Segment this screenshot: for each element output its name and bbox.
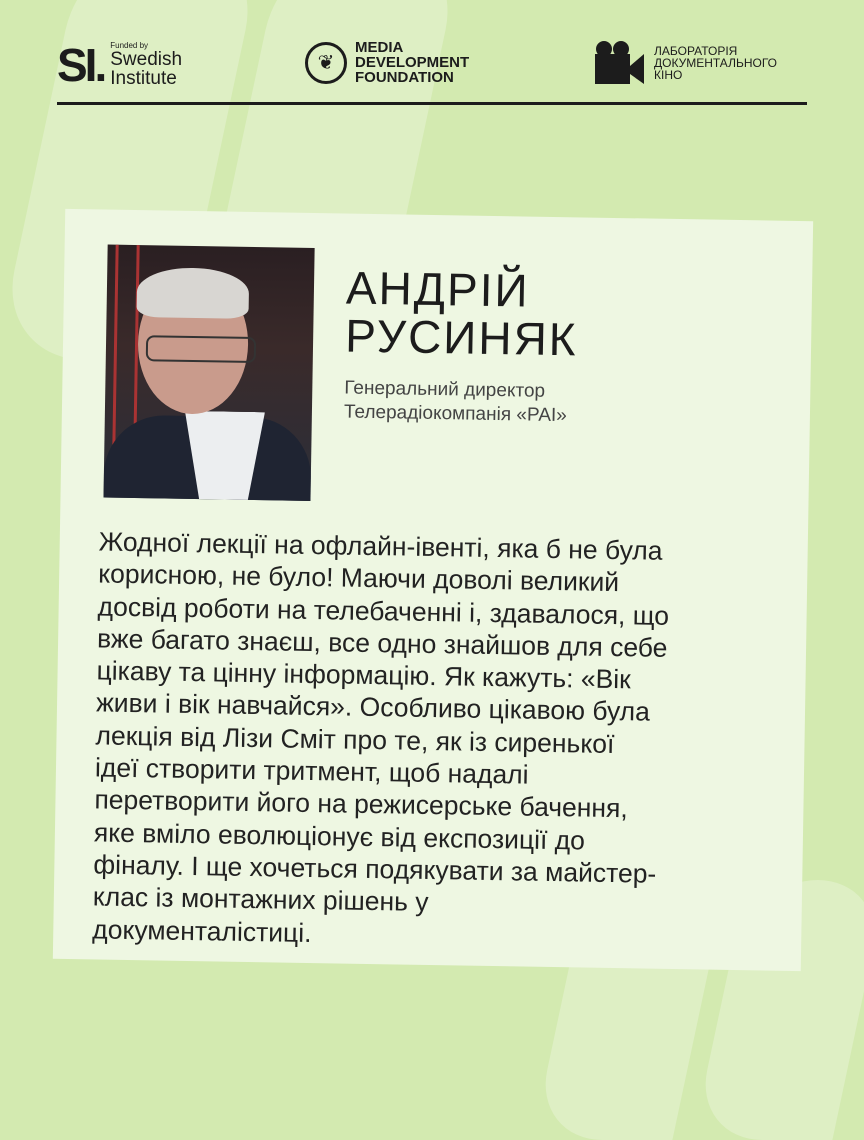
film-camera-icon — [594, 40, 646, 86]
quote-line: досвід роботи на телебаченні і, здавалося, що — [97, 591, 670, 631]
lab-line1: ЛАБОРАТОРІЯ — [654, 44, 738, 58]
tree-icon: ❦ — [305, 42, 347, 84]
media-development-foundation-logo — [305, 40, 469, 85]
funded-by-label: Funded by — [110, 41, 149, 50]
documentary-lab-logo — [594, 40, 777, 86]
person-role — [344, 377, 568, 429]
si-line2: Institute — [110, 68, 177, 89]
quote-line: цікаву та цінну інформацію. Як кажуть: «Вік — [96, 655, 632, 695]
si-mark: SI. — [57, 39, 105, 91]
quote-line: корисною, не було! Маючи доволі великий — [97, 558, 620, 598]
quote-line: документалістиці. — [92, 913, 312, 948]
quote-line: лекція від Лізи Сміт про те, як із сиренької — [95, 720, 615, 759]
lab-line2: ДОКУМЕНТАЛЬНОГО — [654, 56, 777, 70]
swedish-institute-logo — [57, 39, 183, 91]
quote-line: перетворити його на режисерське бачення, — [94, 784, 629, 824]
role-line1: Генеральний директор — [344, 377, 546, 402]
testimonial-card — [53, 209, 813, 971]
quote-line: яке вміло еволюціонує від експозиції до — [93, 817, 586, 856]
quote-line: вже багато знаєш, все одно знайшов для себе — [96, 623, 668, 663]
person-name — [344, 261, 579, 366]
lab-line3: КІНО — [654, 68, 683, 82]
quote-line: Жодної лекції на офлайн-івенті, яка б не була — [98, 526, 663, 566]
quote-line: клас із монтажних рішень у — [92, 881, 429, 918]
si-line1: Swedish — [110, 49, 183, 70]
portrait-photo — [103, 245, 314, 501]
quote-line: ідеї створити тритмент, щоб надалі — [94, 752, 529, 790]
partner-logos-header — [57, 38, 807, 98]
header-divider — [57, 102, 807, 105]
mdf-line3: FOUNDATION — [355, 69, 454, 86]
mdf-line1: MEDIA — [355, 39, 404, 56]
quote-line: фіналу. І ще хочеться подякувати за майстер- — [93, 849, 657, 889]
first-name: АНДРІЙ — [345, 261, 531, 317]
quote-line: живи і вік навчайся». Особливо цікавою була — [95, 687, 651, 728]
testimonial-quote — [92, 525, 670, 954]
mdf-line2: DEVELOPMENT — [355, 54, 470, 71]
role-line2: Телерадіокомпанія «РАІ» — [343, 401, 568, 427]
last-name: РУСИНЯК — [344, 309, 579, 366]
